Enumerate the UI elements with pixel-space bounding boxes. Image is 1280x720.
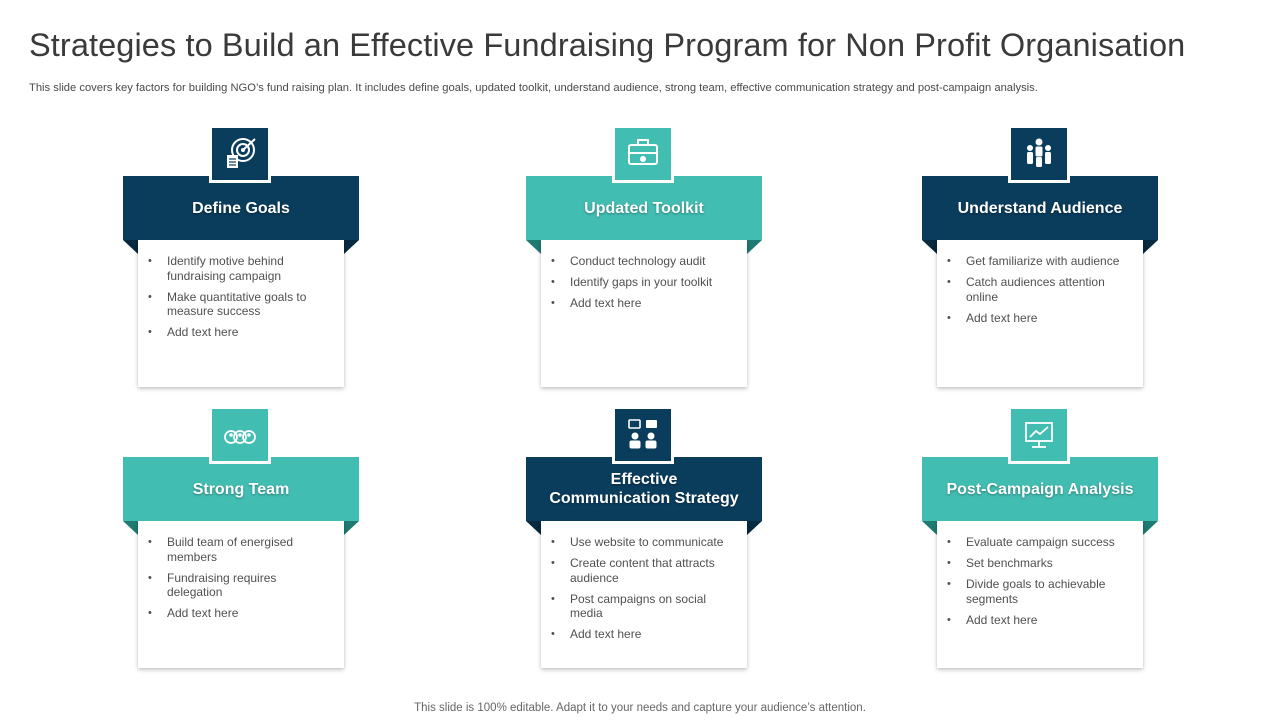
card-heading: Updated Toolkit — [526, 176, 762, 240]
card-understand-audience — [922, 125, 1158, 393]
slide-subtitle: This slide covers key factors for building NGO’s fund raising plan. It includes define goals, updated toolkit, understand audience, strong team, effective communication strategy and post-campaign analysis. — [29, 82, 1038, 94]
list-item: • Create content that attracts audience — [570, 556, 731, 585]
card-heading: Define Goals — [123, 176, 359, 240]
list-item: • Conduct technology audit — [570, 254, 731, 269]
card-heading: Strong Team — [123, 457, 359, 521]
card-define-goals — [123, 125, 359, 393]
toolkit-icon — [612, 125, 674, 183]
card-heading-line2: Communication Strategy — [549, 490, 739, 507]
card-body — [541, 240, 747, 387]
team-icon — [209, 406, 271, 464]
card-heading-line1: Effective — [610, 471, 678, 488]
slide-footer: This slide is 100% editable. Adapt it to your needs and capture your audience’s attention. — [414, 702, 866, 714]
list-item: • Identify gaps in your toolkit — [570, 275, 731, 290]
list-item: • Divide goals to achievable segments — [966, 577, 1127, 606]
list-item: • Set benchmarks — [966, 556, 1127, 571]
target-goal-icon — [209, 125, 271, 183]
card-heading: Post-Campaign Analysis — [922, 457, 1158, 521]
card-strong-team — [123, 406, 359, 674]
list-item: • Build team of energised members — [167, 535, 328, 564]
card-effective-communication-strategy — [526, 406, 762, 674]
list-item: • Add text here — [570, 296, 731, 311]
list-item: • Add text here — [570, 627, 731, 642]
list-item: • Catch audiences attention online — [966, 275, 1127, 304]
card-body — [138, 521, 344, 668]
card-body — [541, 521, 747, 668]
slide-title: Strategies to Build an Effective Fundraising Program for Non Profit Organisation — [29, 27, 1186, 63]
list-item: • Identify motive behind fundraising campaign — [167, 254, 328, 283]
list-item: • Evaluate campaign success — [966, 535, 1127, 550]
list-item: • Use website to communicate — [570, 535, 731, 550]
card-heading: Understand Audience — [922, 176, 1158, 240]
list-item: • Get familiarize with audience — [966, 254, 1127, 269]
card-body — [937, 521, 1143, 668]
list-item: • Post campaigns on social media — [570, 592, 731, 621]
card-body — [138, 240, 344, 387]
card-post-campaign-analysis — [922, 406, 1158, 674]
card-updated-toolkit — [526, 125, 762, 393]
card-heading — [526, 457, 762, 521]
communication-icon — [612, 406, 674, 464]
card-body — [937, 240, 1143, 387]
list-item: • Add text here — [966, 613, 1127, 628]
list-item: • Add text here — [167, 606, 328, 621]
list-item: • Fundraising requires delegation — [167, 571, 328, 600]
audience-icon — [1008, 125, 1070, 183]
list-item: • Make quantitative goals to measure success — [167, 290, 328, 319]
list-item: • Add text here — [966, 311, 1127, 326]
list-item: • Add text here — [167, 325, 328, 340]
analysis-icon — [1008, 406, 1070, 464]
